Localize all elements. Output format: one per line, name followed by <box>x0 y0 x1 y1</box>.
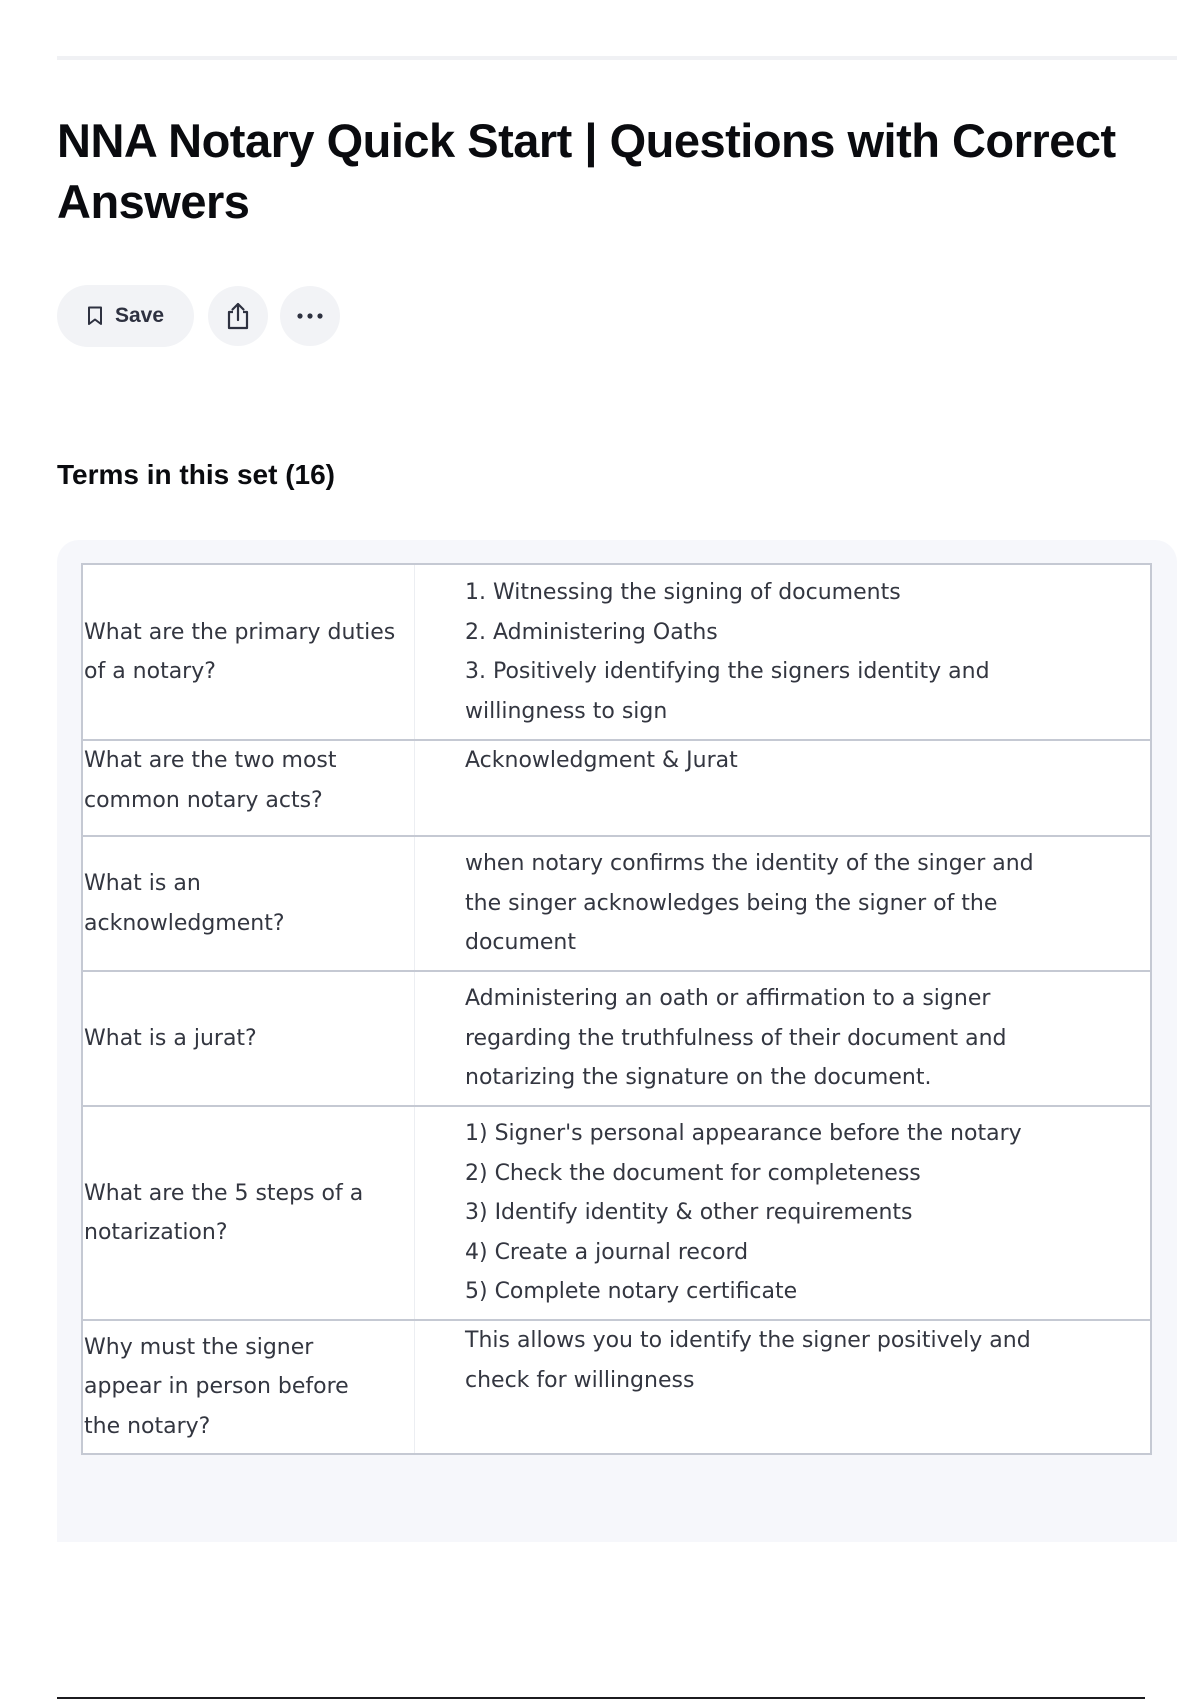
terms-heading: Terms in this set (16) <box>57 459 336 490</box>
definition-line: 2. Administering Oaths <box>465 619 718 645</box>
definition-line: Acknowledgment & Jurat <box>465 748 738 773</box>
term-cell: What are the 5 steps of a notarization? <box>82 1106 415 1320</box>
share-button[interactable] <box>208 286 268 346</box>
bottom-divider <box>57 1697 1145 1699</box>
more-horizontal-icon <box>296 312 324 320</box>
term-row[interactable] <box>82 1320 1151 1454</box>
term-row[interactable] <box>82 836 1151 971</box>
term-cell: What is a jurat? <box>82 971 415 1106</box>
term-cell: What are the primary duties of a notary? <box>82 564 415 740</box>
definition-line: 3) Identify identity & other requirements <box>465 1200 913 1226</box>
definition-line: 4) Create a journal record <box>465 1239 749 1265</box>
page-title: NNA Notary Quick Start | Questions with Correct Answers <box>57 114 1116 228</box>
definition-cell <box>415 1320 1152 1454</box>
share-icon <box>225 302 251 330</box>
term-row[interactable] <box>82 564 1151 740</box>
term-cell: Why must the signer appear in person before the notary? <box>82 1320 415 1454</box>
definition-cell <box>415 971 1152 1106</box>
term-row[interactable] <box>82 740 1151 836</box>
term-cell: What is an acknowledgment? <box>82 836 415 971</box>
definition-line: This allows you to identify the signer positively and check for willingness <box>465 1328 1031 1393</box>
definition-cell <box>415 836 1152 971</box>
definition-line: 3. Positively identifying the signers identity and willingness to sign <box>465 659 990 724</box>
definition-cell <box>415 740 1152 836</box>
definition-line: when notary confirms the identity of the singer and the singer acknowledges being the signer of the document <box>465 851 1034 956</box>
definition-line: Administering an oath or affirmation to a signer regarding the truthfulness of their document and notarizing the signature on the document. <box>465 986 1007 1091</box>
save-button[interactable] <box>57 285 194 347</box>
term-cell: What are the two most common notary acts? <box>82 740 415 836</box>
top-divider <box>57 56 1177 60</box>
definition-line: 1. Witnessing the signing of documents <box>465 580 901 605</box>
definition-line: 5) Complete notary certificate <box>465 1279 798 1305</box>
definition-cell <box>415 564 1152 740</box>
terms-table <box>81 563 1152 1455</box>
definition-line: 1) Signer's personal appearance before the notary <box>465 1121 1022 1147</box>
bookmark-icon <box>87 306 103 326</box>
definition-cell <box>415 1106 1152 1320</box>
term-row[interactable] <box>82 971 1151 1106</box>
save-button-label: Save <box>114 304 165 327</box>
definition-line: 2) Check the document for completeness <box>465 1160 921 1186</box>
term-row[interactable] <box>82 1106 1151 1320</box>
action-bar <box>57 285 340 347</box>
more-button[interactable] <box>280 286 340 346</box>
